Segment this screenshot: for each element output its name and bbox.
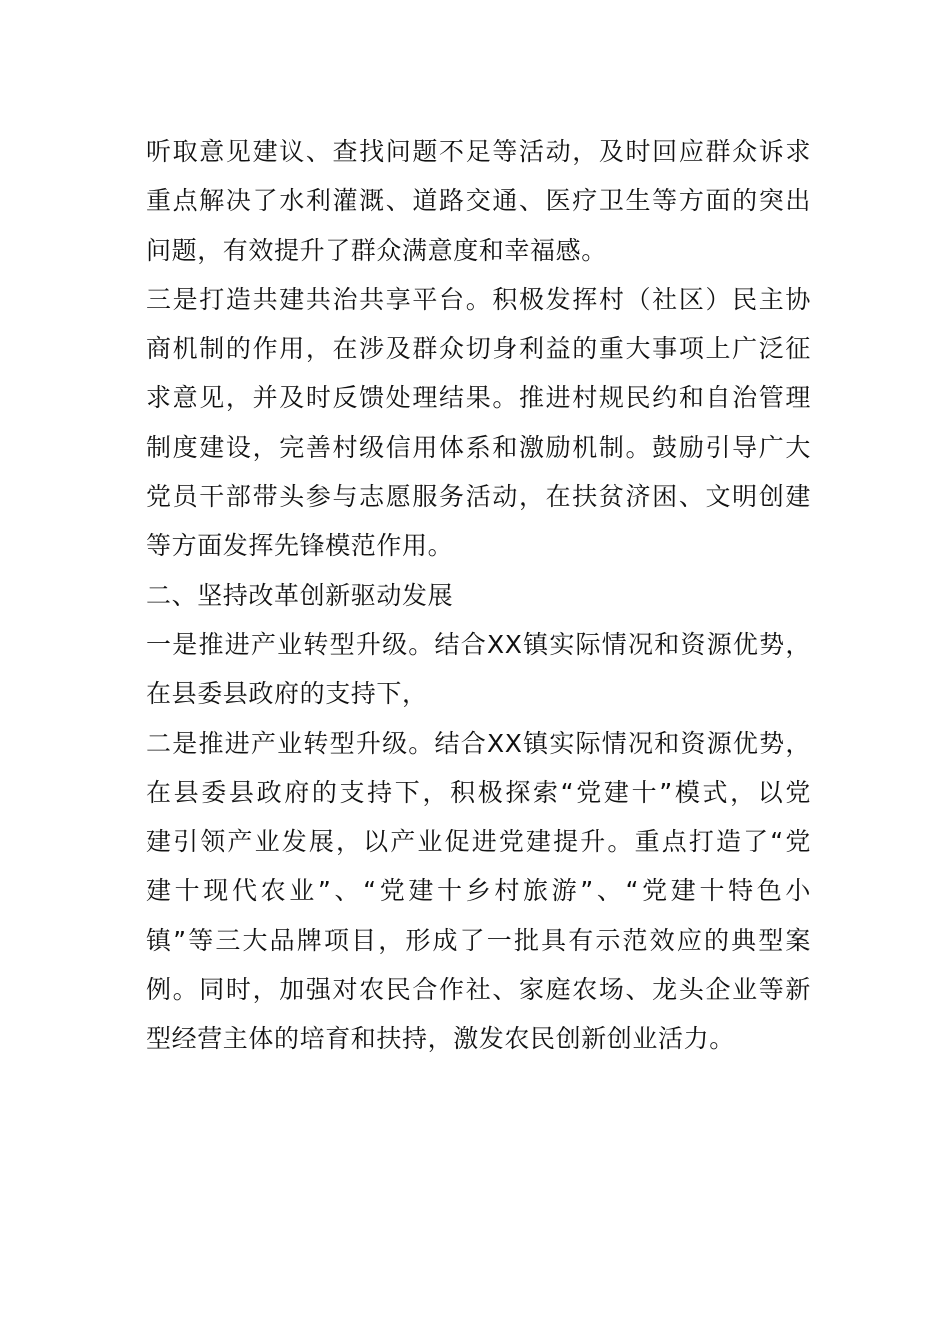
- text-line: 听取意见建议、查找问题不足等活动，及时回应群众诉求: [146, 137, 811, 166]
- text-line: 三是打造共建共治共享平台。积极发挥村（社区）民主协: [146, 284, 811, 314]
- text-line: 重点解决了水利灌溉、道路交通、医疗卫生等方面的突出: [146, 186, 811, 216]
- text-line: 建十现代农业”、“党建十乡村旅游”、“党建十特色小: [146, 876, 811, 906]
- text-line: 在县委县政府的支持下，积极探索“党建十”模式，以党: [146, 777, 811, 807]
- text-line: 求意见，并及时反馈处理结果。推进村规民约和自治管理: [146, 383, 811, 413]
- text-line: 镇”等三大品牌项目，形成了一批具有示范效应的典型案: [146, 925, 811, 955]
- text-line: 一是推进产业转型升级。结合XX镇实际情况和资源优势，: [146, 629, 811, 659]
- text-line: 问题，有效提升了群众满意度和幸福感。: [146, 235, 607, 265]
- text-line: 建引领产业发展，以产业促进党建提升。重点打造了“党: [146, 827, 811, 857]
- text-line: 在县委县政府的支持下，: [146, 679, 428, 709]
- text-line: 型经营主体的培育和扶持，激发农民创新创业活力。: [146, 1024, 735, 1054]
- text-line: 党员干部带头参与志愿服务活动，在扶贫济困、文明创建: [146, 482, 811, 512]
- document-body: [146, 127, 811, 1064]
- text-line: 等方面发挥先锋模范作用。: [146, 531, 454, 561]
- text-line: 商机制的作用，在涉及群众切身利益的重大事项上广泛征: [146, 334, 811, 364]
- section-heading: 二、坚持改革创新驱动发展: [146, 580, 454, 610]
- text-line: 例。同时，加强对农民合作社、家庭农场、龙头企业等新: [146, 975, 811, 1005]
- text-line: 二是推进产业转型升级。结合XX镇实际情况和资源优势，: [146, 728, 811, 758]
- text-line: 制度建设，完善村级信用体系和激励机制。鼓励引导广大: [146, 432, 811, 462]
